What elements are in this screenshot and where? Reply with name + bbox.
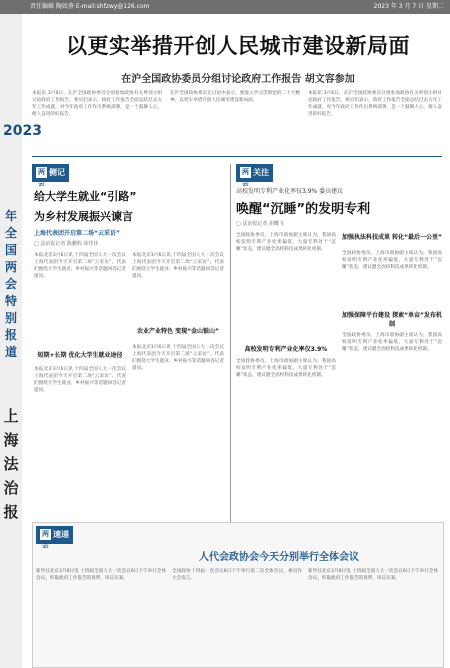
right-body-3: 全国政协委员、上海市政协副主席认为，我国高校发明专利产业化率偏低，大量专利处于“沉睡”状态，建议健全高校科技成果转化机制。 bbox=[342, 251, 442, 270]
left-title-1: 给大学生就业“引路” bbox=[34, 190, 137, 203]
bottom-body-col1: 新华社北京3月6日电 十四届全国人大一次会议6日下午举行全体会议，听取政府工作报告的说明，审议议案。 bbox=[36, 569, 166, 581]
lead-headline: 以更实举措开创人民城市建设新局面 bbox=[66, 34, 410, 58]
sidebar bbox=[0, 14, 42, 668]
right-body-4: 全国政协委员、上海市政协副主席认为，我国高校发明专利产业化率偏低，大量专利处于“沉睡”状态，建议健全高校科技成果转化机制。 bbox=[342, 333, 442, 352]
sidebar-year: 2023 bbox=[3, 123, 42, 139]
lead-subhead: 在沪全国政协委员分组讨论政府工作报告 胡文容参加 bbox=[121, 74, 355, 85]
left-body: 本报北京3月6日讯 十四届全国人大一次会议上海代表团今天开启第二场“云采访”，代表们围绕大学生就业、乡村振兴等话题回答记者提问。 bbox=[34, 253, 126, 279]
left-body-3: 本报北京3月6日讯 十四届全国人大一次会议上海代表团今天开启第二场“云采访”，代表们围绕大学生就业、乡村振兴等话题回答记者提问。 bbox=[132, 253, 224, 279]
date-line: 2023 年 3 月 7 日 星期二 bbox=[373, 3, 444, 10]
badge-icon: 两会 bbox=[42, 530, 49, 549]
divider bbox=[32, 156, 442, 157]
top-bar bbox=[0, 0, 450, 14]
right-byline: □ 法治报记者 胡蝶飞 bbox=[236, 221, 284, 227]
left-sub1: 短期+长期 优化大学生就业途径 bbox=[37, 352, 123, 359]
left-body-4: 本报北京3月6日讯 十四届全国人大一次会议上海代表团今天开启第二场“云采访”，代表们围绕大学生就业、乡村振兴等话题回答记者提问。 bbox=[132, 345, 224, 371]
section-badge-bottom: 两会速递 bbox=[36, 526, 73, 544]
right-title: 唤醒“沉睡”的发明专利 bbox=[236, 202, 371, 217]
bottom-body-col3: 新华社北京3月6日电 十四届全国人大一次会议6日下午举行全体会议，听取政府工作报告的说明，审议议案。 bbox=[308, 569, 438, 581]
right-sub3: 加强保障平台建设 探索“单亩”发布机制 bbox=[342, 312, 442, 328]
left-body-2: 本报北京3月6日讯 十四届全国人大一次会议上海代表团今天开启第二场“云采访”，代表们围绕大学生就业、乡村振兴等话题回答记者提问。 bbox=[34, 367, 126, 393]
lead-body-col3: 本报讯 3月6日，在沪全国政协委员分别参加政协有关界别小组讨论政府工作报告。委员们表示，政府工作报告全面总结过去五年工作成就，对今年政府工作作出系统部署，是一个鼓舞人心、催人奋进的好报告。 bbox=[308, 91, 442, 117]
left-sub2: 农业产业特色 变现“金山银山” bbox=[137, 328, 219, 335]
right-sub2: 加强执法科技成果 转化“最后一公里” bbox=[342, 234, 442, 241]
sidebar-label: 年全国两会特别报道 bbox=[4, 209, 17, 359]
section-badge-right: 两会关注 bbox=[236, 164, 273, 182]
lead-body-col2: 在沪全国政协委员在讨论中表示，要深入学习贯彻党的二十大精神，以更实举措开创人民城市建设新局面。 bbox=[170, 91, 300, 103]
section-badge-left: 两会侧记 bbox=[32, 164, 69, 182]
editor-line: 责任编辑 陶如燕 E-mail:shfzwy@126.com bbox=[30, 3, 150, 10]
right-sub1: 高校发明专利产业化率仅3.9% bbox=[244, 346, 328, 353]
left-byline: □ 法治报记者 陈鹏程 徐佳佳 bbox=[34, 241, 99, 247]
left-title-2: 为乡村发展振兴谏言 bbox=[34, 210, 133, 223]
column-divider bbox=[230, 164, 231, 534]
badge-icon: 两会 bbox=[38, 168, 45, 187]
right-body-2: 全国政协委员、上海市政协副主席认为，我国高校发明专利产业化率偏低，大量专利处于“沉睡”状态，建议健全高校科技成果转化机制。 bbox=[236, 359, 336, 378]
right-kicker: 高校发明专利产业化率仅3.9% 委员建议 bbox=[236, 188, 344, 195]
lead-body-col1: 本报讯 3月6日，在沪全国政协委员分别参加政协有关界别小组讨论政府工作报告。委员们表示，政府工作报告全面总结过去五年工作成就，对今年政府工作作出系统部署，是一个鼓舞人心、催人奋进的好报告。 bbox=[32, 91, 162, 117]
newspaper-logo: 上海法治报 bbox=[3, 407, 19, 521]
bottom-title: 人代会政协会今天分别举行全体会议 bbox=[199, 552, 359, 563]
left-kicker: 上海代表团开启第二场“云采访” bbox=[34, 230, 120, 237]
right-body: 全国政协委员、上海市政协副主席认为，我国高校发明专利产业化率偏低，大量专利处于“沉睡”状态，建议健全高校科技成果转化机制。 bbox=[236, 233, 336, 252]
badge-icon: 两会 bbox=[242, 168, 249, 187]
bottom-body-col2: 全国政协十四届一次会议6日下午举行第二次全体会议，委员作大会发言。 bbox=[172, 569, 302, 581]
